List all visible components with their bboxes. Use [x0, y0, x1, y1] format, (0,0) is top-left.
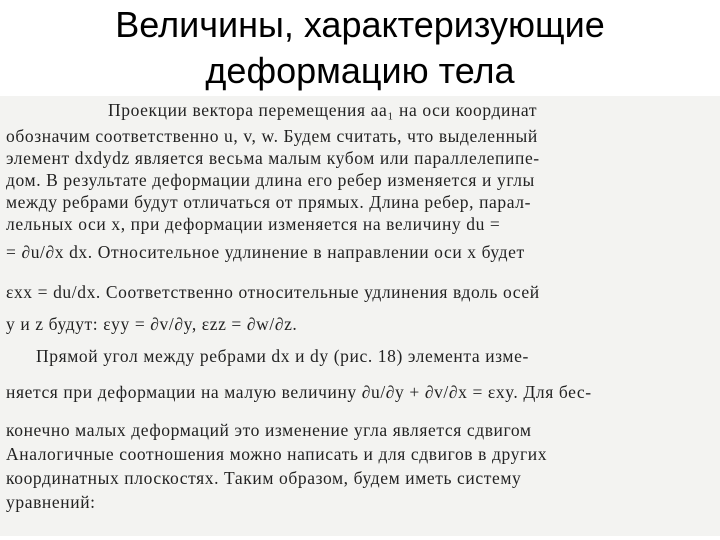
text-line: няется при деформации на малую величину ∂u/∂y + ∂v/∂x = εxy. Для бес-	[6, 382, 592, 402]
text-line: между ребрами будут отличаться от прямых. Длина ребер, парал-	[6, 192, 532, 212]
text-line: дом. В результате деформации длина его ребер изменяется и углы	[6, 170, 535, 190]
text-line: конечно малых деформаций это изменение угла является сдвигом	[6, 420, 532, 440]
text-line: элемент dxdydz является весьма малым кубом или параллелепипе-	[6, 148, 540, 168]
text-line: уравнений:	[6, 492, 96, 512]
text-line: εxx = du/dx. Соответственно относительные удлинения вдоль осей	[6, 282, 540, 302]
text-line: y и z будут: εyy = ∂v/∂y, εzz = ∂w/∂z.	[6, 314, 298, 334]
text-line: координатных плоскостях. Таким образом, будем иметь систему	[6, 468, 522, 488]
slide-title-line-2: деформацию тела	[205, 50, 515, 91]
slide-title	[0, 2, 720, 94]
text-line: Проекции вектора перемещения aa₁ на оси координат	[108, 100, 538, 120]
scanned-text-block	[0, 96, 720, 536]
text-line: лельных оси x, при деформации изменяется на величину du =	[6, 214, 501, 234]
text-line: Прямой угол между ребрами dx и dy (рис. 18) элемента изме-	[36, 346, 529, 366]
text-line: Аналогичные соотношения можно написать и для сдвигов в других	[6, 444, 548, 464]
text-line: обозначим соответственно u, v, w. Будем считать, что выделенный	[6, 126, 538, 146]
text-line: = ∂u/∂x dx. Относительное удлинение в направлении оси x будет	[6, 242, 525, 262]
slide-title-line-1: Величины, характеризующие	[115, 4, 605, 45]
